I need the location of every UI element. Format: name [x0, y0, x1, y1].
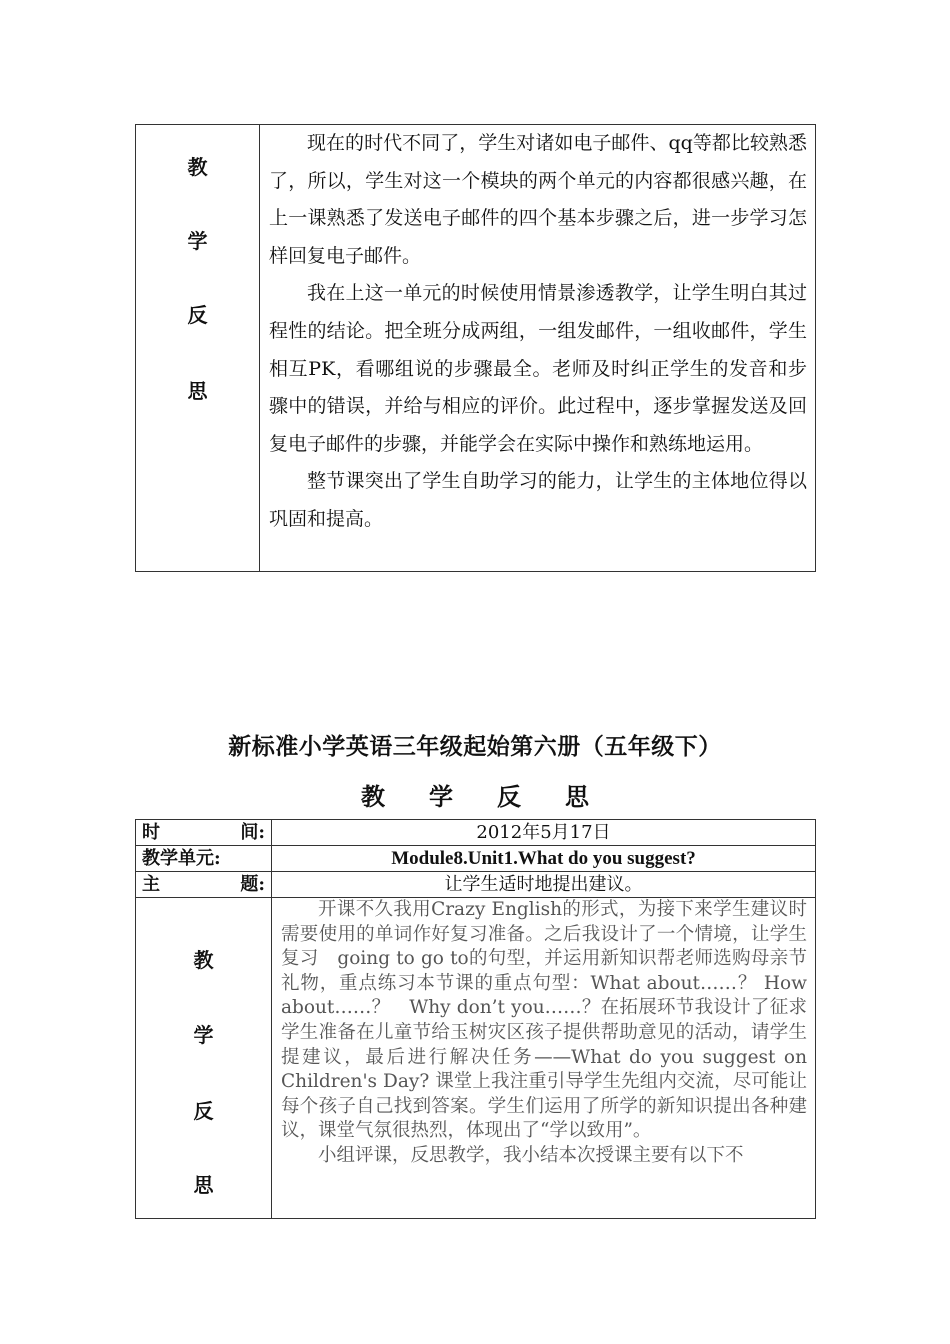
reflection-content [272, 898, 816, 1219]
sub-title-char: 反 [497, 782, 521, 811]
sub-title-char: 学 [429, 782, 453, 811]
label-char: 学 [187, 229, 208, 253]
main-title: 新标准小学英语三年级起始第六册（五年级下） [228, 733, 722, 760]
label-char: 反 [187, 303, 208, 327]
sub-title [0, 777, 950, 812]
unit-row [136, 846, 816, 872]
reflection-label-cell [136, 125, 260, 572]
sub-title-char: 教 [361, 782, 385, 811]
reflection-paragraph: 整节课突出了学生自助学习的能力，让学生的主体地位得以巩固和提高。 [269, 470, 807, 530]
reflection-content [260, 125, 816, 572]
label-char: 反 [193, 1099, 214, 1123]
label-char: 思 [187, 379, 208, 403]
reflection-row [136, 898, 816, 1219]
time-label: 时 间: [136, 820, 272, 846]
topic-value: 让学生适时地提出建议。 [272, 872, 816, 898]
unit-label: 教学单元: [136, 846, 272, 872]
label-char: 思 [193, 1173, 214, 1197]
unit-value: Module8.Unit1.What do you suggest? [272, 846, 816, 872]
label-char: 教 [187, 155, 208, 179]
label-char: 学 [193, 1023, 214, 1047]
time-row [136, 820, 816, 846]
reflection-paragraph: 开课不久我用Crazy English的形式，为接下来学生建议时需要使用的单词作好复习准备。之后我设计了一个情境，让学生复习 going to go to的句型，并运用新知识帮老师选购母亲节礼物，重点练习本节课的重点句型：What about……？ How about……？ Why don’t you……？在拓展环节我设计了征求学生准备在儿童节给玉树灾区孩子提供帮助意见的活动，请学生提建议，最后进行解决任务——What do you suggest on Children's Day? 课堂上我注重引导学生先组内交流，尽可能让每个孩子自己找到答案。学生们运用了所学的新知识提出各种建议，课堂气氛很热烈，体现出了“学以致用”。 [281, 899, 807, 1142]
reflection-table-2 [135, 819, 816, 1219]
reflection-paragraph: 现在的时代不同了，学生对诸如电子邮件、qq等都比较熟悉了，所以，学生对这一个模块的两个单元的内容都很感兴趣，在上一课熟悉了发送电子邮件的四个基本步骤之后，进一步学习怎样回复电子邮件。 [269, 132, 807, 267]
reflection-paragraph: 我在上这一单元的时候使用情景渗透教学，让学生明白其过程性的结论。把全班分成两组，一组发邮件，一组收邮件，学生相互PK，看哪组说的步骤最全。老师及时纠正学生的发音和步骤中的错误，并给与相应的评价。此过程中，逐步掌握发送及回复电子邮件的步骤，并能学会在实际中操作和熟练地运用。 [269, 282, 807, 455]
label-char: 教 [193, 948, 214, 972]
sub-title-char: 思 [565, 782, 589, 811]
topic-row [136, 872, 816, 898]
reflection-label-cell [136, 898, 272, 1219]
reflection-table-1 [135, 124, 816, 572]
time-value: 2012年5月17日 [272, 820, 816, 846]
topic-label: 主 题: [136, 872, 272, 898]
reflection-paragraph: 小组评课，反思教学，我小结本次授课主要有以下不 [318, 1144, 744, 1166]
